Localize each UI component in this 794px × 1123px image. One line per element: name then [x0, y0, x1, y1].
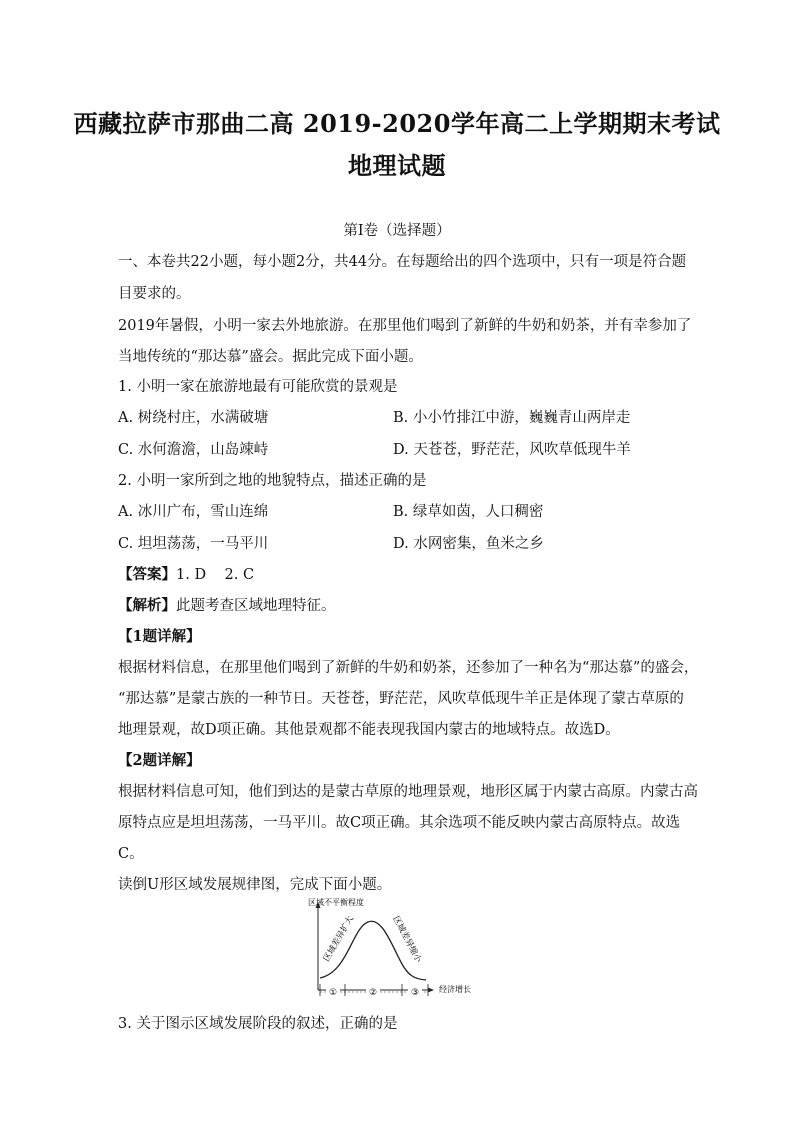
question-1-option-c: C. 水何澹澹，山岛竦峙	[118, 442, 269, 458]
x-axis-arrow	[428, 988, 434, 993]
question-1-stem: 1. 小明一家在旅游地最有可能欣赏的景观是	[118, 379, 398, 395]
question-2-option-c: C. 坦坦荡荡，一马平川	[118, 536, 269, 552]
instructions-line-1: 一、本卷共22小题，每小题2分，共44分。在每题给出的四个选项中，只有一项是符合题	[118, 254, 687, 270]
answer-text: 1. D 2. C	[176, 567, 255, 583]
detail-1-line-1: 根据材料信息，在那里他们喝到了新鲜的牛奶和奶茶，还参加了一种名为“那达慕”的盛会，	[118, 660, 699, 676]
falling-label: 区域差异缩小	[390, 914, 424, 965]
question-3-stem: 3. 关于图示区域发展阶段的叙述，正确的是	[118, 1016, 398, 1032]
analysis-label: 【解析】	[118, 597, 176, 614]
detail-2-line-1: 根据材料信息可知，他们到达的是蒙古草原的地理景观，地形区属于内蒙古高原。内蒙古高	[118, 784, 698, 800]
answer-line	[118, 563, 254, 584]
x-axis-label: 经济增长	[439, 985, 471, 994]
detail-2-label: 【2题详解】	[118, 752, 201, 769]
question-1-option-a: A. 树绕村庄，水满破塘	[118, 410, 269, 426]
analysis-line	[118, 594, 336, 615]
instructions-line-2: 目要求的。	[118, 286, 191, 302]
detail-2-line-3: C。	[118, 846, 144, 862]
stage-2-label: ②	[368, 988, 378, 998]
stage-1-label: ①	[328, 988, 338, 998]
rising-label: 区域差异扩大	[321, 914, 357, 964]
material-line-2: 当地传统的“那达慕”盛会。据此完成下面小题。	[118, 349, 423, 365]
question-3-intro: 读倒U形区域发展规律图，完成下面小题。	[118, 877, 392, 893]
question-2-option-a: A. 冰川广布，雪山连绵	[118, 504, 269, 520]
question-1-option-b: B. 小小竹排江中游，巍巍青山两岸走	[393, 410, 631, 426]
document-title-line2: 地理试题	[348, 151, 446, 180]
y-axis-label: 区域不平衡程度	[308, 898, 364, 907]
answer-label: 【答案】	[118, 566, 176, 583]
section-heading: 第I卷（选择题）	[343, 223, 451, 239]
detail-1-line-2: “那达慕”是蒙古族的一种节日。天苍苍，野茫茫，风吹草低现牛羊正是体现了蒙古草原的	[118, 691, 684, 707]
detail-1-line-3: 地理景观，故D项正确。其他景观都不能表现我国内蒙古的地域特点。故选D。	[118, 722, 620, 738]
question-2-stem: 2. 小明一家所到之地的地貌特点，描述正确的是	[118, 473, 427, 489]
document-title-line1: 西藏拉萨市那曲二高 2019-2020学年高二上学期期末考试	[73, 109, 721, 138]
material-line-1: 2019年暑假，小明一家去外地旅游。在那里他们喝到了新鲜的牛奶和奶茶，并有幸参加了	[118, 318, 692, 334]
inverted-u-diagram	[300, 896, 490, 1006]
question-2-option-b: B. 绿草如茵，人口稠密	[393, 504, 544, 520]
question-1-option-d: D. 天苍苍，野茫茫，风吹草低现牛羊	[393, 442, 631, 458]
stage-3-label: ③	[410, 988, 420, 998]
detail-1-label: 【1题详解】	[118, 628, 201, 645]
question-2-option-d: D. 水网密集，鱼米之乡	[393, 536, 544, 552]
analysis-text: 此题考查区域地理特征。	[176, 598, 336, 614]
detail-2-line-2: 原特点应是坦坦荡荡，一马平川。故C项正确。其余选项不能反映内蒙古高原特点。故选	[118, 815, 681, 831]
